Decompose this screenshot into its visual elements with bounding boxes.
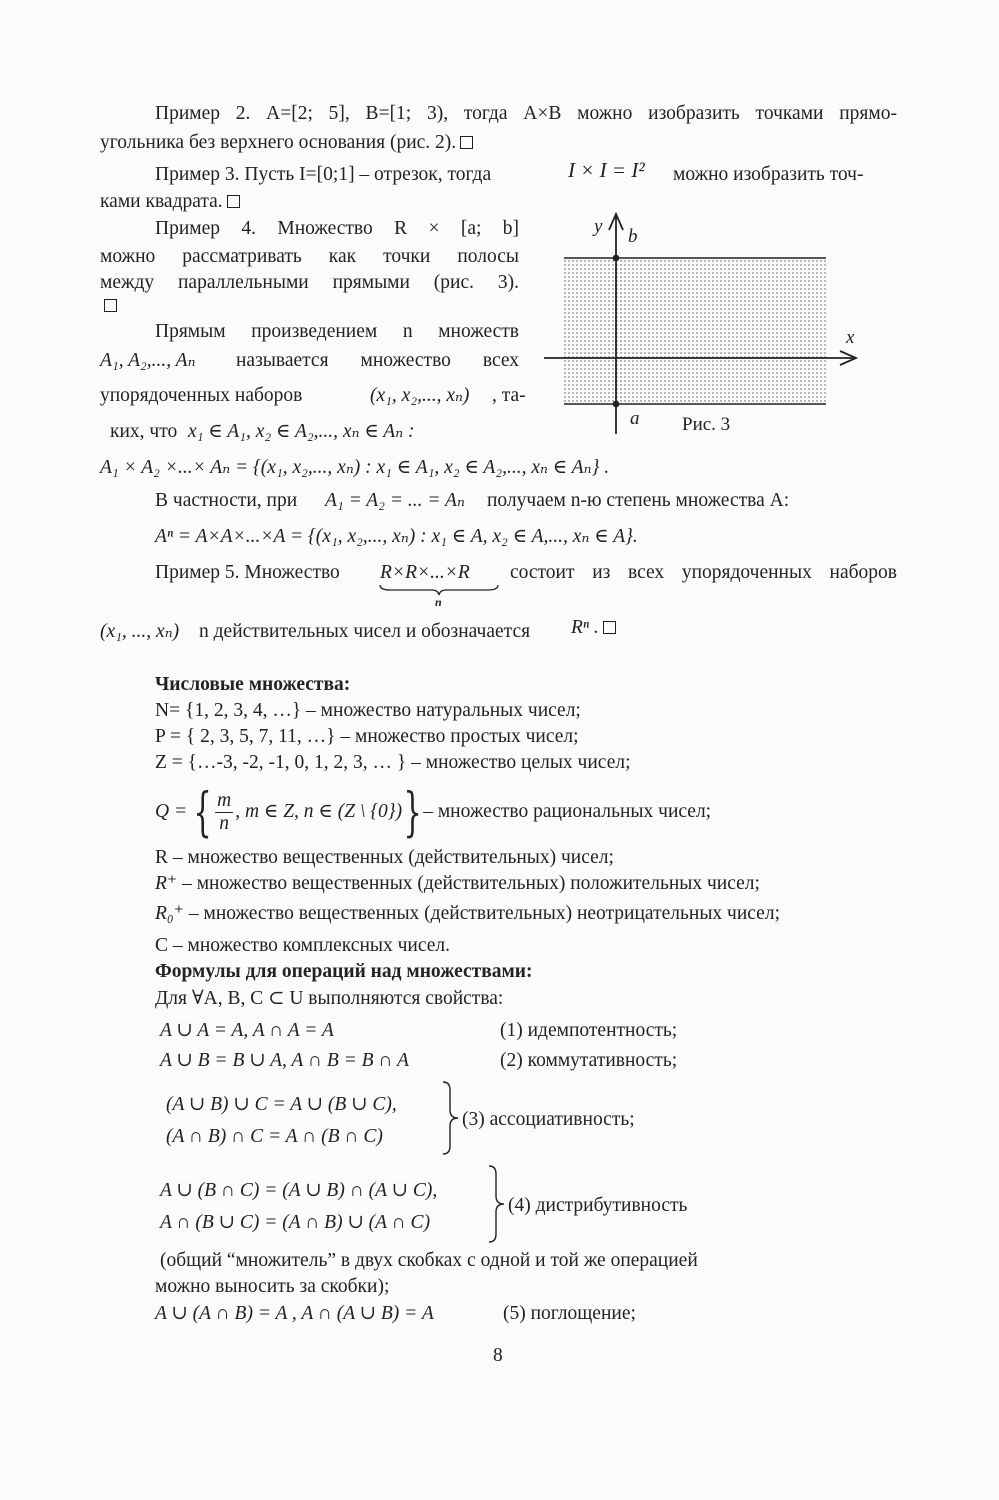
example2-line2: угольника без верхнего основания (рис. 2). [100,133,473,153]
example3-formula: I × I = I² [568,158,645,182]
distributivity-label: (4) дистрибутивность [508,1195,688,1216]
set-naturals: N= {1, 2, 3, 4, …} – множество натуральных чисел; [155,700,581,721]
example4-line2: можно рассматривать как точки полосы [100,246,519,267]
end-of-example-square-icon [603,621,616,634]
example3-line2: ками квадрата. [100,192,240,212]
right-brace-icon [486,1164,508,1244]
example5-line1b: состоит из всех упорядоченных наборов [510,562,897,583]
definition-line4a: ких, что [110,421,178,442]
commutativity-label: (2) коммутативность; [500,1050,678,1071]
idempotence-formula: A ∪ A = A, A ∩ A = A [160,1020,334,1041]
distributivity-note-line1: (общий “множитель” в двух скобках с одной и той же операцией [160,1250,698,1271]
x-axis-label: x [846,327,855,348]
page-number: 8 [493,1345,503,1366]
b-label: b [628,226,638,247]
set-rationals: Q = { $\frac{m}{n}$ , m ∈ Z, n ∈ (Z \ {0})}– множество рациональных чисел; [155,782,712,843]
set-complex: C – множество комплексных чисел. [155,935,451,956]
associativity-formula-2: (A ∩ B) ∩ C = A ∩ (B ∩ C) [166,1126,383,1147]
set-operations-intro: Для ∀A, B, C ⊂ U выполняются свойства: [155,988,504,1009]
distributivity-formula-1: A ∪ (B ∩ C) = (A ∪ B) ∩ (A ∪ C), [160,1180,438,1201]
distributivity-formula-2: A ∩ (B ∪ C) = (A ∩ B) ∪ (A ∩ C) [160,1212,431,1233]
set-operations-heading: Формулы для операций над множествами: [155,961,533,982]
definition-sets-formula: A₁, A₂,..., Aₙ [100,350,196,371]
a-label: a [630,408,640,429]
underbrace-label: n [435,595,442,609]
associativity-label: (3) ассоциативность; [462,1109,635,1130]
fraction-m-over-n: $\frac{m}{n}$ [217,789,232,835]
example3-line1b: можно изобразить точ- [673,164,864,185]
example5-product-formula: R×R×...×R [380,562,470,583]
set-nonnegative-reals: R₀⁺ – множество вещественных (действительных) неотрицательных чисел; [155,903,780,924]
example5-line1a: Пример 5. Множество [155,562,340,583]
definition-line3a: упорядоченных наборов [100,385,303,406]
figure-3-strip-plot [540,208,870,448]
end-of-example-square-icon [460,136,473,149]
absorption-formula: A ∪ (A ∩ B) = A , A ∩ (A ∪ B) = A [155,1303,434,1324]
definition-product-formula: A₁ × A₂ ×...× Aₙ = {(x₁, x₂,..., xₙ) : x₁ ∈ A₁, x₂ ∈ A₂,..., xₙ ∈ Aₙ} . [100,457,610,478]
definition-condition-formula: x₁ ∈ A₁, x₂ ∈ A₂,..., xₙ ∈ Aₙ : [188,421,415,442]
set-integers: Z = {…-3, -2, -1, 0, 1, 2, 3, … } – множество целых чисел; [155,752,631,773]
end-of-example-square-icon [104,299,117,312]
definition-tuple-formula: (x₁, x₂,..., xₙ) [370,385,470,406]
set-positive-reals: R⁺ – множество вещественных (действительных) положительных чисел; [155,873,760,894]
absorption-label: (5) поглощение; [503,1303,636,1324]
distributivity-note-line2: можно выносить за скобки); [155,1276,390,1297]
definition-line2: называется множество всех [236,350,519,371]
left-brace-icon: { [193,782,212,843]
right-brace-icon [440,1080,462,1156]
commutativity-formula: A ∪ B = B ∪ A, A ∩ B = B ∩ A [160,1050,409,1071]
example5-tuple-formula: (x₁, ..., xₙ) [100,621,180,642]
strip-region [564,258,826,404]
rn-formula: Rⁿ . [571,617,599,638]
figure-caption: Рис. 3 [682,414,731,435]
associativity-formula-1: (A ∪ B) ∪ C = A ∪ (B ∪ C), [166,1094,397,1115]
point-a [613,401,620,408]
particular-line1b: получаем n-ю степень множества A: [487,490,790,511]
particular-line1a: В частности, при [155,490,298,511]
number-sets-heading: Числовые множества: [155,674,351,695]
definition-line3b: , та- [492,385,526,406]
idempotence-label: (1) идемпотентность; [500,1020,678,1041]
right-brace-icon: } [403,782,422,843]
example2-line1: Пример 2. A=[2; 5], B=[1; 3), тогда A×B можно изобразить точками прямо- [155,103,897,124]
end-of-example-square-icon [227,195,240,208]
example4-line3: между параллельными прямыми (рис. 3). [100,272,519,293]
example5-line2: n действительных чисел и обозначается [199,621,531,642]
set-reals: R – множество вещественных (действительных) чисел; [155,847,614,868]
definition-line1: Прямым произведением n множеств [155,321,519,342]
particular-equality-formula: A₁ = A₂ = ... = Aₙ [325,490,465,511]
example4-line1: Пример 4. Множество R × [a; b] [155,218,519,239]
set-primes: P = { 2, 3, 5, 7, 11, …} – множество простых чисел; [155,726,579,747]
point-b [613,255,620,262]
particular-power-formula: Aⁿ = A×A×...×A = {(x₁, x₂,..., xₙ) : x₁ ∈ A, x₂ ∈ A,..., xₙ ∈ A}. [155,526,638,547]
y-axis-label: y [594,216,603,237]
example3-line1a: Пример 3. Пусть I=[0;1] – отрезок, тогда [155,164,492,185]
